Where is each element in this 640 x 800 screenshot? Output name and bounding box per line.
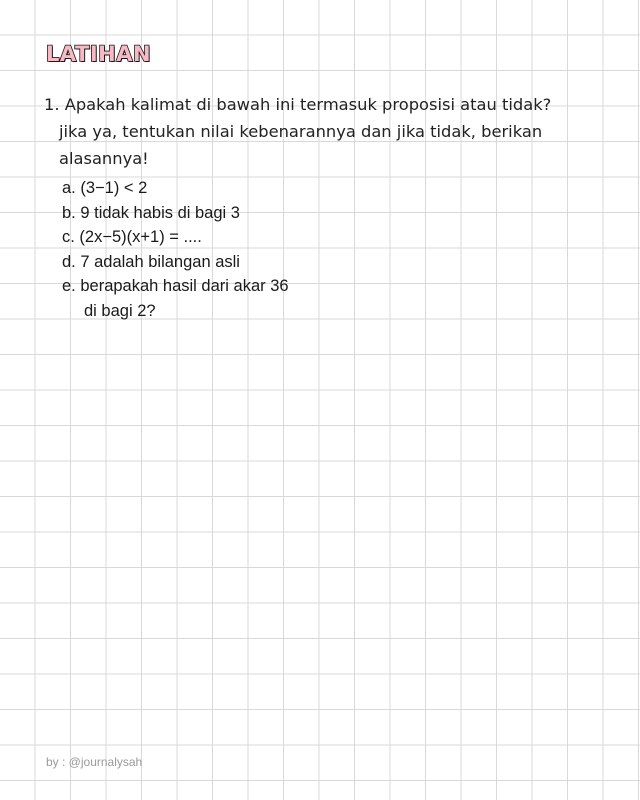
option-c: c. (2x−5)(x+1) = ....	[62, 228, 202, 246]
option-b: b. 9 tidak habis di bagi 3	[62, 203, 240, 222]
question-1	[44, 91, 584, 172]
question-line-1: 1. Apakah kalimat di bawah ini termasuk proposisi atau tidak?	[44, 95, 552, 114]
option-d: d. 7 adalah bilangan asli	[62, 252, 240, 271]
option-e-continuation: di bagi 2?	[84, 301, 156, 320]
option-e: e. berapakah hasil dari akar 36	[62, 277, 289, 295]
question-line-3: alasannya!	[59, 149, 149, 168]
exercise-heading: LATIHAN	[46, 42, 152, 66]
author-credit: by : @journalysah	[46, 755, 143, 769]
question-line-2: jika ya, tentukan nilai kebenarannya dan jika tidak, berikan	[59, 122, 543, 141]
answer-options	[62, 176, 289, 323]
option-a: a. (3−1) < 2	[62, 179, 148, 197]
